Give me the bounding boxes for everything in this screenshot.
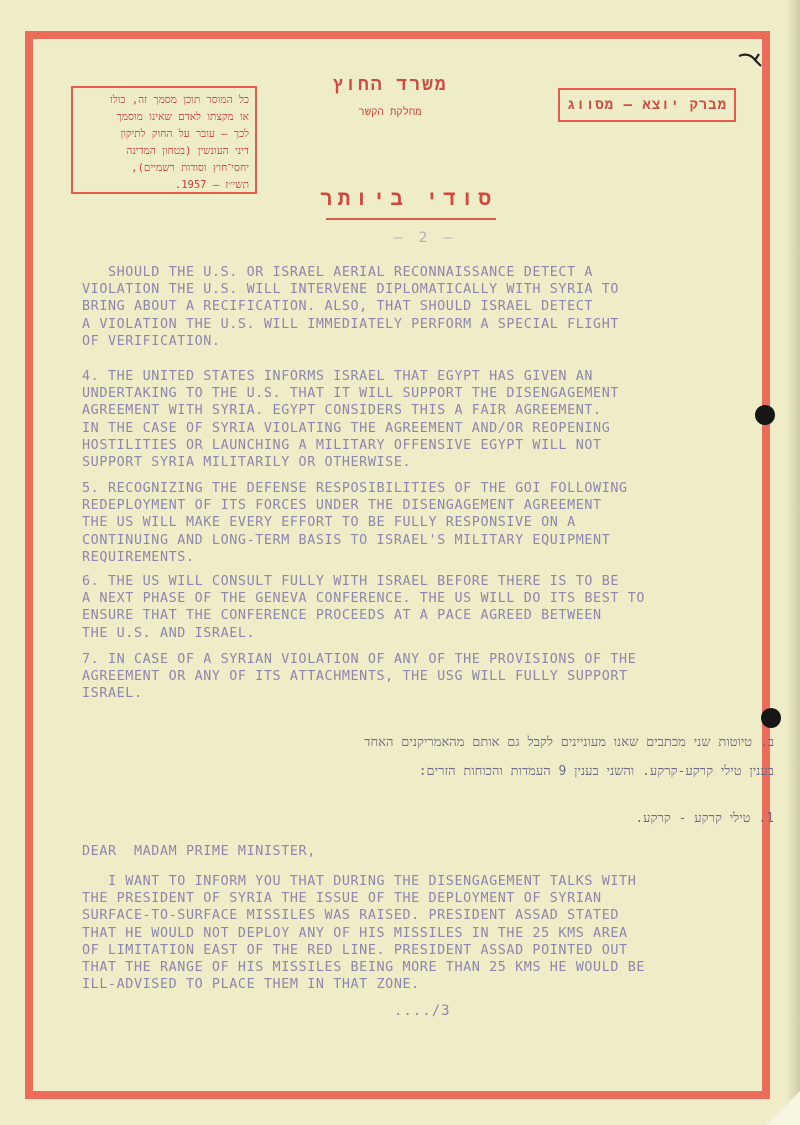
binder-hole-icon xyxy=(761,708,781,728)
letter-paragraph: I WANT TO INFORM YOU THAT DURING THE DISENGAGEMENT TALKS WITH THE PRESIDENT OF SYRIA THE ISSUE OF THE DEPLOYMENT OF SYRIAN SURFACE-TO-SURFACE MISSILES WAS RAISED. PRESIDENT ASSAD STATED THAT HE WOULD NOT DEPLOY ANY OF HIS MISSILES IN THE 25 KMS AREA OF LIMITATION EAST OF THE RED LINE. PRESIDENT ASSAD POINTED OUT THAT THE RANGE OF HIS MISSILES BEING MORE THAN 25 KMS HE WOULD BE ILL-ADVISED TO PLACE THEM IN THAT ZONE. xyxy=(82,874,646,993)
page-corner-fold xyxy=(766,1091,800,1125)
page-number: – 2 – xyxy=(393,230,457,246)
salutation: DEAR MADAM PRIME MINISTER, xyxy=(82,844,316,859)
pen-mark-icon xyxy=(735,48,769,76)
paragraph-item-4: 4. THE UNITED STATES INFORMS ISRAEL THAT EGYPT HAS GIVEN AN UNDERTAKING TO THE U.S. THAT IT WILL SUPPORT THE DISENGAGEMENT AGREEMENT WITH SYRIA. EGYPT CONSIDERS THIS A FAIR AGREEMENT. IN THE CASE OF SYRIA VIOLATING THE AGREEMENT AND/OR REOPENING HOSTILITIES OR LAUNCHING A MILITARY OFFENSIVE EGYPT WILL NOT SUPPORT SYRIA MILITARILY OR OTHERWISE. xyxy=(82,369,620,471)
legal-notice-line: תשי״ז — 1957. xyxy=(174,179,249,191)
binder-hole-icon xyxy=(755,405,775,425)
telegram-type-box: מברק יוצא — מסווג xyxy=(558,88,736,122)
paragraph-reconnaissance: SHOULD THE U.S. OR ISRAEL AERIAL RECONNAISSANCE DETECT A VIOLATION THE U.S. WILL INTERVENE DIPLOMATICALLY WITH SYRIA TO BRING ABOUT A RECIFICATION. ALSO, THAT SHOULD ISRAEL DETECT A VIOLATION THE U.S. WILL IMMEDIATELY PERFORM A SPECIAL FLIGHT OF VERIFICATION. xyxy=(82,265,620,349)
legal-notice-line: לכך — עובר על החוק לתיקון xyxy=(120,128,249,140)
hebrew-item-1: 1. טילי קרקע - קרקע. xyxy=(635,811,774,826)
department-name: מחלקת הקשר xyxy=(358,106,422,118)
legal-notice-line: דיני העונשין (בטחון המדינה xyxy=(126,145,249,157)
classification-title: סודי ביותר xyxy=(319,186,497,210)
classification-underline xyxy=(326,218,496,220)
hebrew-section-b-line-1: ב. טיוטות שני מכתבים שאנו מעוניינים לקבל גם אותם מהאמריקנים האחד xyxy=(364,735,774,750)
continuation-marker: ..../3 xyxy=(394,1003,451,1019)
paragraph-item-6: 6. THE US WILL CONSULT FULLY WITH ISRAEL BEFORE THERE IS TO BE A NEXT PHASE OF THE GENEVA CONFERENCE. THE US WILL DO ITS BEST TO ENSURE THAT THE CONFERENCE PROCEEDS AT A PACE AGREED BETWEEN THE U.S. AND ISRAEL. xyxy=(82,574,646,641)
ministry-name: משרד החוץ xyxy=(332,74,448,95)
legal-notice-line: יחסי־חוץ וסודות רשמיים), xyxy=(131,162,249,174)
legal-notice-line: כל המוסר תוכן מסמך זה, כולו xyxy=(110,94,249,106)
hebrew-section-b-line-2: בענין טילי קרקע-קרקע. והשני בענין 9 העמדות והכוחות הזרים: xyxy=(418,764,774,779)
page-edge-shadow xyxy=(786,0,800,1125)
paragraph-item-7: 7. IN CASE OF A SYRIAN VIOLATION OF ANY OF THE PROVISIONS OF THE AGREEMENT OR ANY OF ITS ATTACHMENTS, THE USG WILL FULLY SUPPORT ISRAEL. xyxy=(82,652,637,702)
legal-notice-line: או מקצתו לאדם שאינו מוסמך xyxy=(116,111,249,123)
paragraph-item-5: 5. RECOGNIZING THE DEFENSE RESPOSIBILITIES OF THE GOI FOLLOWING REDEPLOYMENT OF ITS FORCES UNDER THE DISENGAGEMENT AGREEMENT THE US WILL MAKE EVERY EFFORT TO BE FULLY RESPONSIVE ON A CONTINUING AND LONG-TERM BASIS TO ISRAEL'S MILITARY EQUIPMENT REQUIREMENTS. xyxy=(82,481,628,565)
ministry-header xyxy=(300,74,480,119)
legal-notice-box xyxy=(71,86,257,194)
